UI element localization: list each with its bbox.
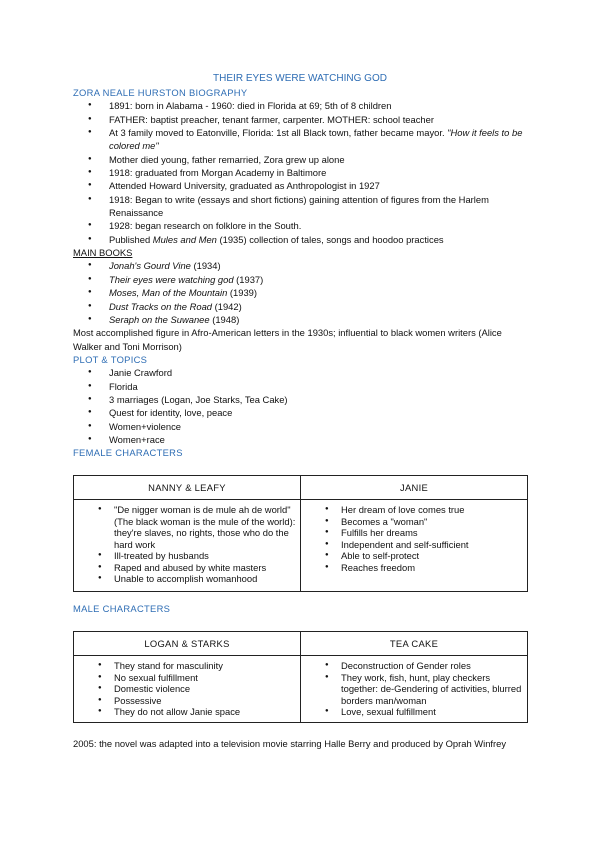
list-item: ● Ill-treated by husbands [74,550,296,562]
item-text: (1935) collection of tales, songs and hoodoo practices [216,233,444,245]
list-item: ● Love, sexual fulfillment [301,706,523,718]
table-cell [301,656,528,723]
list-item: ● Possessive [74,695,296,707]
item-italic: Dust Tracks on the Road [109,300,212,312]
list-item [73,259,528,272]
female-characters-table [73,475,528,592]
list-item: ● 3 marriages (Logan, Joe Starks, Tea Cake) [73,393,528,406]
item-text: Mother died young, father remarried, Zora grew up alone [109,153,345,165]
list-item: ● Able to self-protect [301,550,523,562]
list-item [73,219,528,232]
list-item [73,273,528,286]
item-text: 1918: graduated from Morgan Academy in Baltimore [109,167,327,179]
list-item [73,193,528,220]
list-item [73,99,528,112]
item-text: Attended Howard University, graduated as Anthropologist in 1927 [109,180,380,192]
item-italic: Mules and Men [152,233,217,245]
table-header: TEA CAKE [301,632,528,656]
list-item: ● Raped and abused by white masters [74,562,296,574]
item-text: (1948) [209,313,240,325]
list-item: ● Unable to accomplish womanhood [74,573,296,585]
item-text: (1942) [212,300,242,312]
bio-heading: ZORA NEALE HURSTON BIOGRAPHY [73,87,248,98]
plot-heading: PLOT & TOPICS [73,353,148,365]
table-cell [74,656,301,723]
item-text: (1939) [227,287,258,299]
item-text: 1891: born in Alabama - 1960: died in Florida at 69; 5th of 8 children [109,100,392,112]
list-item [73,126,528,153]
list-item: ● Deconstruction of Gender roles [301,660,523,672]
main-flow [73,86,528,460]
list-item [73,153,528,166]
list-item: ● They do not allow Janie space [74,706,296,718]
table-header: LOGAN & STARKS [74,632,301,656]
summary-paragraph: Most accomplished figure in Afro-American letters in the 1930s; influential to black women writers (Alice Walker and Toni Morrison) [73,327,502,352]
list-item: ● Becomes a "woman" [301,516,523,528]
item-text: FATHER: baptist preacher, tenant farmer, carpenter. MOTHER: school teacher [109,113,434,125]
item-text: 1928: began research on folklore in the South. [109,220,302,232]
list-item: ● Women+violence [73,420,528,433]
item-text: At 3 family moved to Eatonville, Florida: 1st all Black town, father became mayor. [109,127,448,139]
item-text: (1937) [233,273,264,285]
list-item [73,313,528,326]
list-item [73,286,528,299]
list-item: ● Janie Crawford [73,366,528,379]
document-title: THEIR EYES WERE WATCHING GOD [213,73,387,84]
list-item: ● No sexual fulfillment [74,672,296,684]
list-item [73,179,528,192]
table-header: JANIE [301,476,528,500]
item-italic: Their eyes were watching god [109,273,234,285]
plot-list [73,366,528,446]
list-item: ● They work, fish, hunt, play checkers together: de-Gendering of activities, blurred borders man/woman [301,672,523,707]
item-italic: "How it feels to be colored me" [109,127,523,152]
list-item [73,300,528,313]
list-item: ● "De nigger woman is de mule ah de world" (The black woman is the mule of the world): they're slaves, no rights, those who do the hard work [74,504,296,550]
books-heading: MAIN BOOKS [73,247,133,259]
item-italic: Seraph on the Suwanee [109,313,210,325]
list-item: ● Reaches freedom [301,562,523,574]
table-cell [301,500,528,592]
list-item: ● Fulfills her dreams [301,527,523,539]
books-list [73,259,528,326]
table-header: NANNY & LEAFY [74,476,301,500]
list-item: ● They stand for masculinity [74,660,296,672]
item-text: (1934) [190,260,221,272]
table-cell [74,500,301,592]
list-item [73,166,528,179]
item-italic: Moses, Man of the Mountain [109,287,228,299]
list-item: ● Quest for identity, love, peace [73,406,528,419]
item-text: Published [109,233,153,245]
male-characters-table [73,631,528,723]
item-text: 1918: Began to write (essays and short fictions) gaining attention of figures from the Harlem Renaissance [109,193,489,219]
list-item [73,113,528,126]
bio-list [73,99,528,246]
item-italic: Jonah's Gourd Vine [109,260,191,272]
female-heading: FEMALE CHARACTERS [73,447,183,459]
list-item: ● Domestic violence [74,683,296,695]
list-item [73,233,528,246]
male-heading: MALE CHARACTERS [73,603,171,614]
list-item: ● Florida [73,380,528,393]
list-item: ● Independent and self-sufficient [301,539,523,551]
list-item: ● Women+race [73,433,528,446]
footer-paragraph: 2005: the novel was adapted into a television movie starring Halle Berry and produced by Oprah Winfrey [73,738,507,749]
list-item: ● Her dream of love comes true [301,504,523,516]
